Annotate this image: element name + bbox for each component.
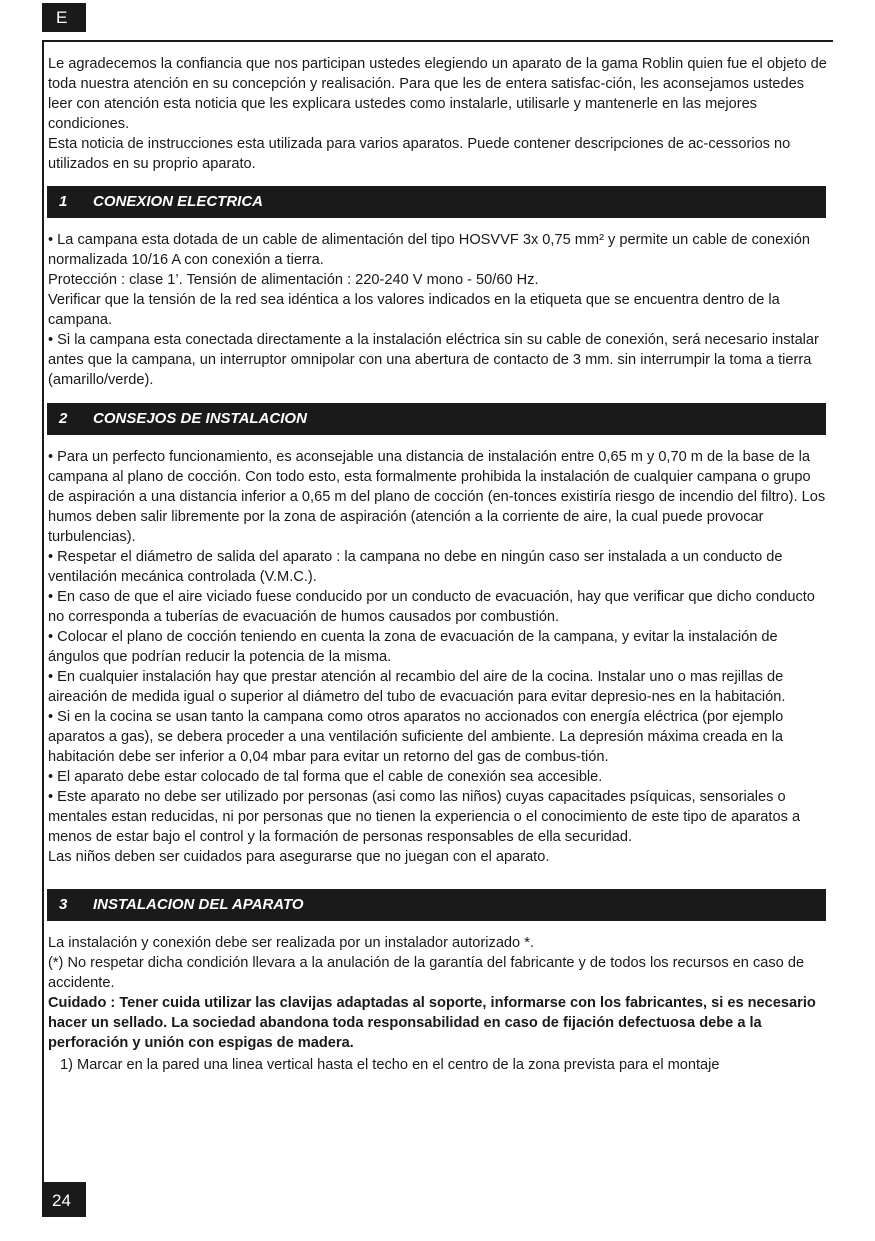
document-body bbox=[48, 54, 830, 1075]
section-heading-1 bbox=[47, 186, 826, 218]
section-number: 2 bbox=[59, 410, 68, 427]
paragraph: • Este aparato no debe ser utilizado por personas (asi como las niños) cuyas capacitades psíquicas, sensoriales o mentales estan reducidas, ni por personas que no tienen la experiencia o el conocimiento de este tipo de aparatos a menos de estar bajo el control y la formación de personas responsables de ella securidad. bbox=[48, 789, 801, 845]
paragraph: • En caso de que el aire viciado fuese conducido por un conducto de evacuación, hay que verificar que dicho conducto no corresponda a tuberías de evacuación de humos causados por combustión. bbox=[48, 589, 815, 625]
paragraph: Verificar que la tensión de la red sea idéntica a los valores indicados en la etiqueta que se encuentra dentro de la campana. bbox=[48, 292, 780, 328]
top-rule bbox=[42, 40, 833, 42]
warning-paragraph: Cuidado : Tener cuida utilizar las clavijas adaptadas al soporte, informarse con los fabricantes, si es necesario hacer un sellado. La sociedad abandona toda responsabilidad en caso de fijación defectuosa debe a la perforación y unión con espigas de madera. bbox=[48, 995, 816, 1051]
section-title: CONSEJOS DE INSTALACION bbox=[93, 410, 307, 427]
page-number: 24 bbox=[42, 1182, 86, 1217]
section-number: 1 bbox=[59, 193, 68, 210]
left-rule bbox=[42, 40, 44, 1217]
paragraph: (*) No respetar dicha condición llevara a la anulación de la garantía del fabricante y de todos los recursos en caso de accidente. bbox=[48, 955, 805, 991]
language-tab: E bbox=[42, 3, 86, 32]
paragraph: Protección : clase 1’. Tensión de alimentación : 220-240 V mono - 50/60 Hz. bbox=[48, 272, 539, 288]
section-number: 3 bbox=[59, 896, 68, 913]
installation-step-1: 1) Marcar en la pared una linea vertical hasta el techo en el centro de la zona prevista para el montaje bbox=[60, 1057, 720, 1073]
paragraph: • La campana esta dotada de un cable de alimentación del tipo HOSVVF 3x 0,75 mm² y permite un cable de conexión normalizada 10/16 A con conexión a tierra. bbox=[48, 232, 810, 268]
section-heading-2 bbox=[47, 403, 826, 435]
section-title: INSTALACION DEL APARATO bbox=[93, 896, 304, 913]
intro-paragraph-1: Le agradecemos la confiancia que nos participan ustedes elegiendo un aparato de la gama Roblin quien fue el objeto de toda nuestra atención en su concepción y realisación. Para que les de entera satisfac-ción, les aconsejamos ustedes leer con atención esta noticia que les explicara ustedes como instalarle, utilisarle y mantenerle en las mejores condiciones. bbox=[48, 56, 827, 132]
paragraph: • Colocar el plano de cocción teniendo en cuenta la zona de evacuación de la campana, y evitar la instalación de ángulos que podrían reducir la potencia de la misma. bbox=[48, 629, 778, 665]
paragraph: • El aparato debe estar colocado de tal forma que el cable de conexión sea accesible. bbox=[48, 769, 603, 785]
paragraph: • Si la campana esta conectada directamente a la instalación eléctrica sin su cable de conexión, será necesario instalar antes que la campana, un interruptor omnipolar con una abertura de contacto de 3 mm. sin interrumpir la toma a tierra (amarillo/verde). bbox=[48, 332, 819, 388]
section-heading-3 bbox=[47, 889, 826, 921]
paragraph: • Si en la cocina se usan tanto la campana como otros aparatos no accionados con energía eléctrica (por ejemplo aparatos a gas), se debera proceder a una ventilación suficiente del ambiente. La depresión máxima creada en la habitación debe ser inferior a 0,04 mbar para evitar un retorno del gas de combus-tión. bbox=[48, 709, 784, 765]
paragraph: • Para un perfecto funcionamiento, es aconsejable una distancia de instalación entre 0,65 m y 0,70 m de la base de la campana al plano de cocción. Con todo esto, esta formalmente prohibida la instalación de cualquier campana o grupo de aspiración a una distancia inferior a 0,65 m del plano de cocción (en-tonces existiría riesgo de incendio del filtro). Los humos deben salir libremente por la zona de aspiración (atención a la corriente de aire, la cual puede provocar turbulencias). bbox=[48, 449, 826, 545]
section-title: CONEXION ELECTRICA bbox=[93, 193, 264, 210]
paragraph: La instalación y conexión debe ser realizada por un instalador autorizado *. bbox=[48, 935, 534, 951]
paragraph: Las niños deben ser cuidados para asegurarse que no juegan con el aparato. bbox=[48, 849, 550, 865]
intro-paragraph-2: Esta noticia de instrucciones esta utilizada para varios aparatos. Puede contener descripciones de ac-cessorios no utilizados en su proprio aparato. bbox=[48, 136, 791, 172]
paragraph: • En cualquier instalación hay que prestar atención al recambio del aire de la cocina. Instalar uno o mas rejillas de aireación de medida igual o superior al diámetro del tubo de evacuación para evitar depresio-nes en la habitación. bbox=[48, 669, 786, 705]
paragraph: • Respetar el diámetro de salida del aparato : la campana no debe en ningún caso ser instalada a un conducto de ventilación mecánica controlada (V.M.C.). bbox=[48, 549, 783, 585]
